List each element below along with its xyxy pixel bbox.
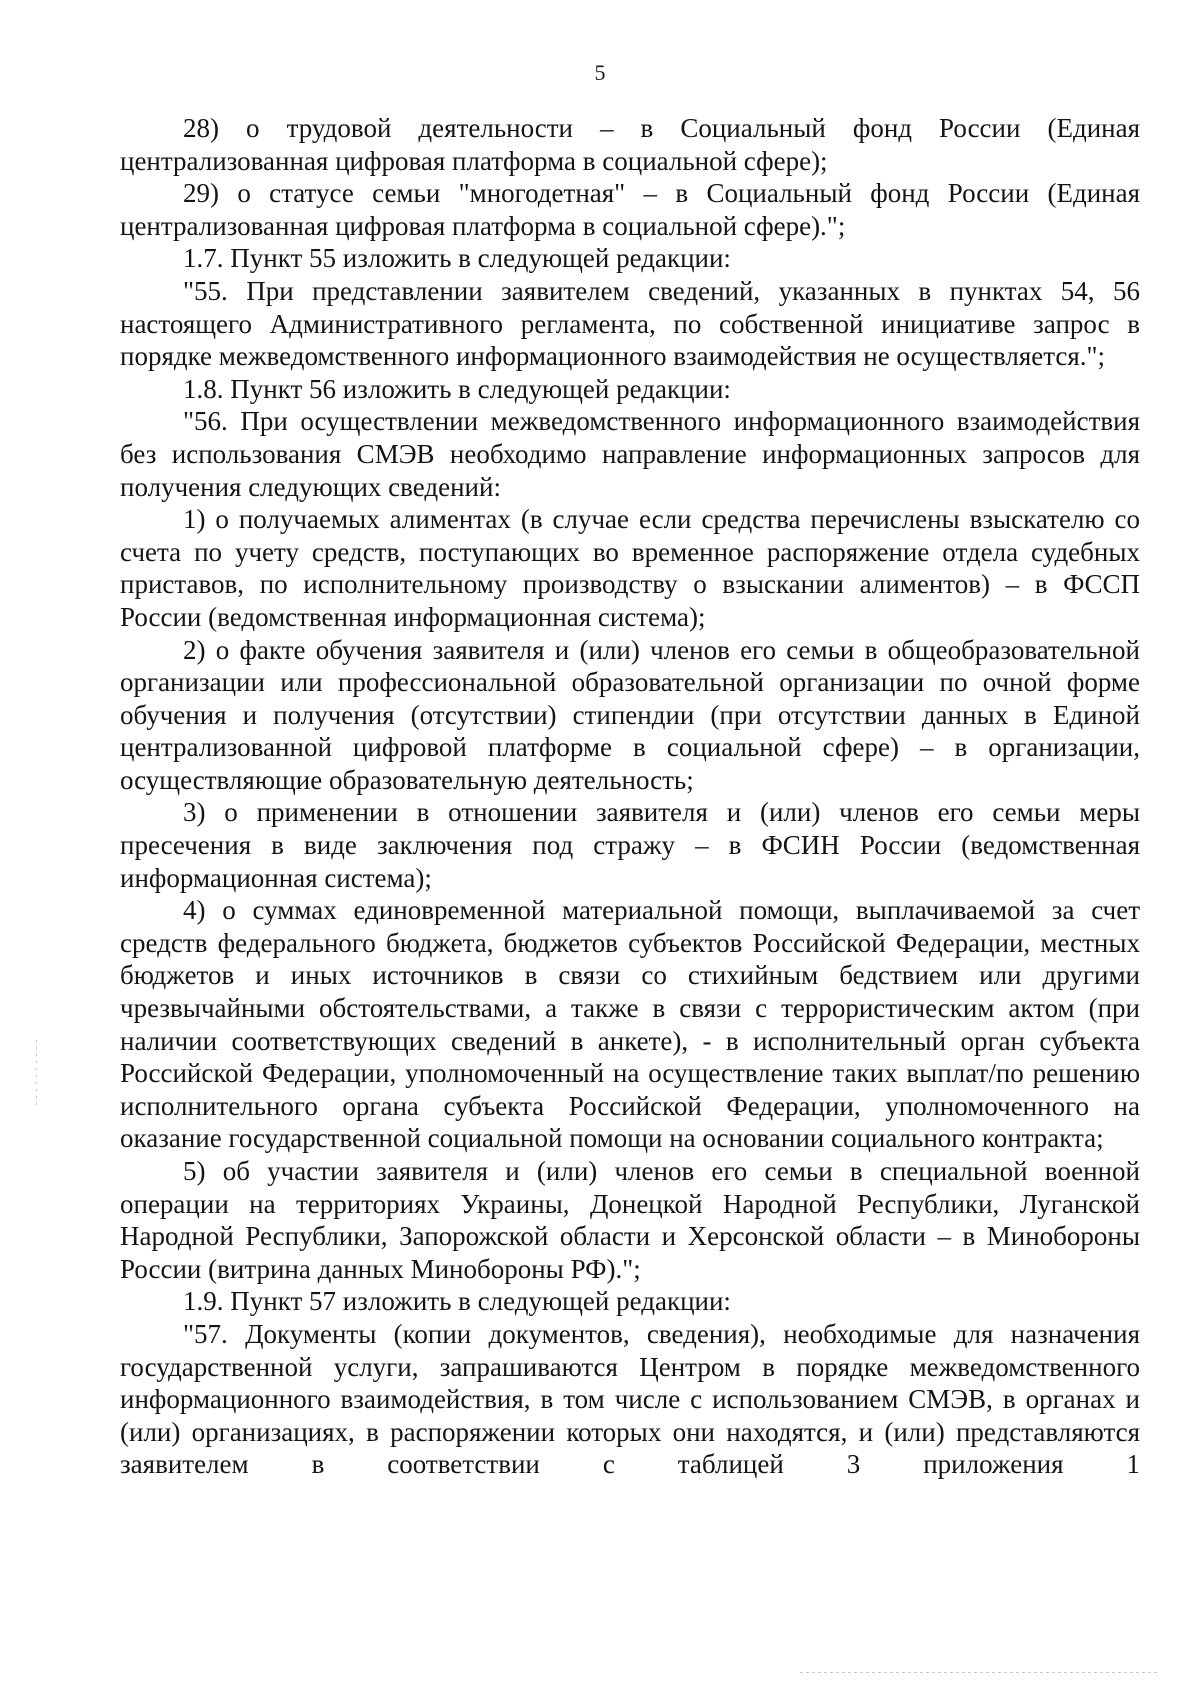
paragraph-subitem-3: 3) о применении в отношении заявителя и (или) членов его семьи меры пресечения в виде заключения под стражу – в ФСИН России (ведомственная информационная система); [120, 797, 1140, 893]
paragraph-item-28: 28) о трудовой деятельности – в Социальный фонд России (Единая централизованная цифровая платформа в социальной сфере); [120, 113, 1140, 176]
page-number: 5 [594, 60, 606, 85]
paragraph-subitem-2: 2) о факте обучения заявителя и (или) членов его семьи в общеобразовательной организации или профессиональной образовательной организации по очной форме обучения и получения (отсутствии) стипендии (при отсутствии данных в Единой централизованной цифровой платформе в социальной сфере) – в организации, осуществляющие образовательную деятельность; [120, 634, 1140, 795]
scan-artifact-bottom [800, 1672, 1160, 1673]
paragraph-amendment-1-7: 1.7. Пункт 55 изложить в следующей редакции: [183, 243, 731, 274]
paragraph-amendment-1-8: 1.8. Пункт 56 изложить в следующей редакции: [183, 373, 731, 404]
paragraph-item-29: 29) о статусе семьи "многодетная" – в Социальный фонд России (Единая централизованная цифровая платформа в социальной сфере)."; [120, 178, 1140, 241]
paragraph-subitem-4: 4) о суммах единовременной материальной помощи, выплачиваемой за счет средств федерального бюджета, бюджетов субъектов Российской Федерации, местных бюджетов и иных источников в связи со стихийным бедствием или другими чрезвычайными обстоятельствами, а также в связи с террористическим актом (при наличии соответствующих сведений в анкете), - в исполнительный орган субъекта Российской Федерации, уполномоченный на осуществление таких выплат/по решению исполнительного органа субъекта Российской Федерации, уполномоченного на оказание государственной социальной помощи на основании социального контракта; [120, 895, 1140, 1154]
paragraph-point-56: "56. При осуществлении межведомственного информационного взаимодействия без использования СМЭВ необходимо направление информационных запросов для получения следующих сведений: [120, 406, 1140, 502]
paragraph-amendment-1-9: 1.9. Пункт 57 изложить в следующей редакции: [183, 1286, 731, 1317]
document-body [120, 112, 1140, 1481]
paragraph-point-55: "55. При представлении заявителем сведений, указанных в пунктах 54, 56 настоящего Административного регламента, по собственной инициативе запрос в порядке межведомственного информационного взаимодействия не осуществляется."; [120, 275, 1140, 372]
paragraph-subitem-1: 1) о получаемых алиментах (в случае если средства перечислены взыскателю со счета по учету средств, поступающих во временное распоряжение отдела судебных приставов, по исполнительному производству о взыскании алиментов) – в ФССП России (ведомственная информационная система); [120, 504, 1140, 632]
paragraph-subitem-5: 5) об участии заявителя и (или) членов его семьи в специальной военной операции на территориях Украины, Донецкой Народной Республики, Луганской Народной Республики, Запорожской области и Херсонской области – в Минобороны России (витрина данных Минобороны РФ)."; [120, 1156, 1140, 1284]
paragraph-point-57: "57. Документы (копии документов, сведения), необходимые для назначения государственной услуги, запрашиваются Центром в порядке межведомственного информационного взаимодействия, в том числе с использованием СМЭВ, в органах и (или) организациях, в распоряжении которых они находятся, и (или) представляются заявителем в соответствии с таблицей 3 приложения 1 [120, 1318, 1140, 1480]
scan-artifact-left [36, 1040, 37, 1110]
